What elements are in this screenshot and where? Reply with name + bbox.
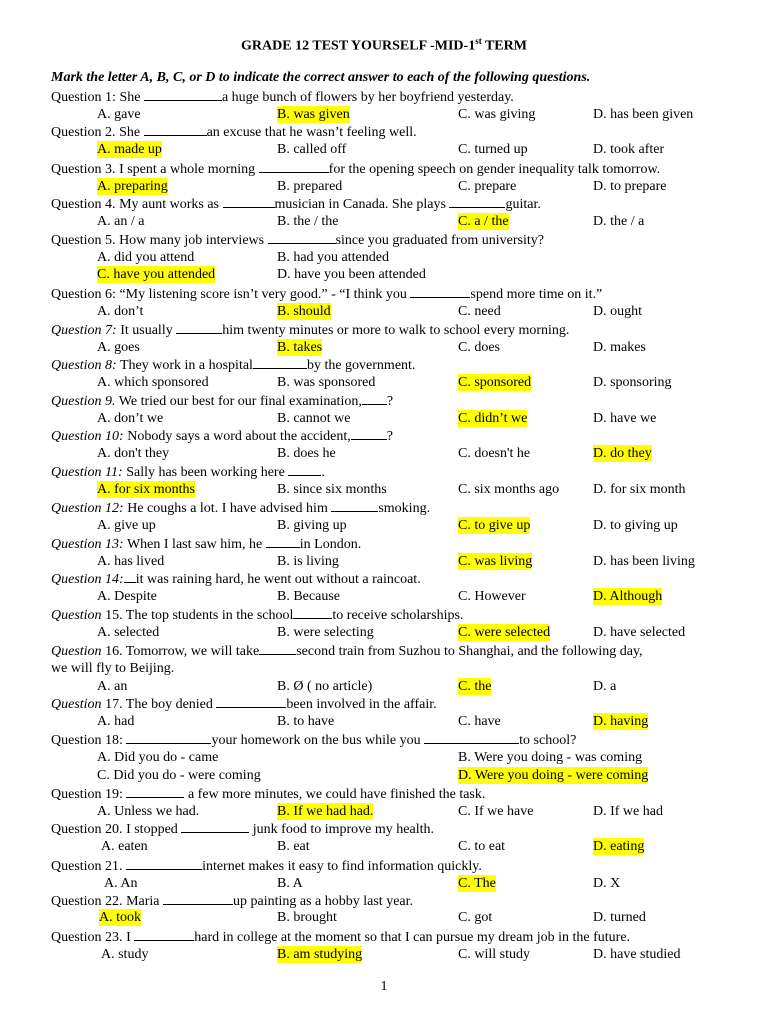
option-c-correct[interactable]: C. The bbox=[458, 876, 496, 891]
question-label: Question 22. bbox=[51, 894, 123, 909]
option-b-correct[interactable]: B. should bbox=[277, 304, 331, 319]
question-label: Question bbox=[51, 644, 102, 659]
option-c[interactable]: C. got bbox=[458, 910, 493, 925]
question-8 bbox=[51, 356, 415, 374]
question-text: I spent a whole morning bbox=[115, 162, 259, 177]
question-5 bbox=[51, 231, 544, 249]
question-label: Question bbox=[51, 608, 102, 623]
option-b[interactable]: B. Because bbox=[277, 589, 340, 604]
question-text: ? bbox=[386, 429, 393, 444]
option-b[interactable]: B. prepared bbox=[277, 179, 343, 194]
answer-blank bbox=[331, 499, 378, 512]
question-7 bbox=[51, 321, 569, 339]
question-15 bbox=[51, 606, 463, 624]
option-c[interactable]: C. doesn't he bbox=[458, 446, 531, 461]
question-4 bbox=[51, 195, 541, 213]
question-label: Question 18: bbox=[51, 733, 123, 748]
option-a-correct[interactable]: A. took bbox=[99, 910, 141, 925]
question-label: Question 14: bbox=[51, 572, 124, 587]
question-10 bbox=[51, 427, 393, 445]
option-a[interactable]: A. don’t we bbox=[97, 411, 164, 426]
option-b[interactable]: B. were selecting bbox=[277, 625, 374, 640]
question-label: Question 10: bbox=[51, 429, 124, 444]
question-22 bbox=[51, 892, 413, 910]
question-text: 16. Tomorrow, we will take bbox=[101, 644, 260, 659]
question-text: to receive scholarships. bbox=[332, 608, 464, 623]
question-text: in London. bbox=[299, 537, 362, 552]
question-label: Question 7: bbox=[51, 323, 117, 338]
option-a[interactable]: A. don't they bbox=[97, 446, 170, 461]
question-text: second train from Suzhou to Shanghai, and the following day, bbox=[296, 644, 643, 659]
option-b[interactable]: B. is living bbox=[277, 554, 339, 569]
option-d[interactable]: D. a bbox=[593, 679, 617, 694]
option-d-correct[interactable]: D. having bbox=[593, 714, 649, 729]
question-text: 15. The top students in the school bbox=[101, 608, 294, 623]
option-d-correct[interactable]: D. eating bbox=[593, 839, 645, 854]
question-label: Question 2. bbox=[51, 125, 116, 140]
option-a[interactable]: A. don’t bbox=[97, 304, 144, 319]
option-d[interactable]: D. X bbox=[593, 876, 621, 891]
option-a[interactable]: A. an / a bbox=[97, 214, 145, 229]
option-d[interactable]: D. ought bbox=[593, 304, 642, 319]
question-text: a huge bunch of flowers by her boyfriend yesterday. bbox=[221, 90, 514, 105]
option-c[interactable]: C. need bbox=[458, 304, 501, 319]
option-b-correct[interactable]: B. If we had had. bbox=[277, 804, 374, 819]
answer-blank bbox=[181, 820, 249, 833]
question-text: ? bbox=[386, 394, 394, 409]
question-label: Question 1: bbox=[51, 90, 116, 105]
option-b[interactable]: B. to have bbox=[277, 714, 335, 729]
option-c-correct[interactable]: C. have you attended bbox=[97, 267, 216, 282]
option-a[interactable]: A. Did you do - came bbox=[97, 750, 219, 765]
option-a[interactable]: A. eaten bbox=[101, 839, 148, 854]
question-text: 17. The boy denied bbox=[101, 697, 217, 712]
answer-blank bbox=[253, 356, 307, 369]
question-text: it was raining hard, he went out without a raincoat. bbox=[135, 572, 421, 587]
option-d[interactable]: D. If we had bbox=[593, 804, 663, 819]
option-a[interactable]: A. Despite bbox=[97, 589, 157, 604]
option-d[interactable]: D. sponsoring bbox=[593, 375, 672, 390]
option-c-correct[interactable]: C. were selected bbox=[458, 625, 551, 640]
question-text: It usually bbox=[116, 323, 177, 338]
question-14 bbox=[51, 570, 421, 588]
question-1 bbox=[51, 88, 514, 106]
answer-blank bbox=[268, 231, 336, 244]
title-end-text: TERM bbox=[481, 38, 527, 54]
question-11 bbox=[51, 463, 325, 481]
answer-blank bbox=[176, 321, 222, 334]
question-text: We tried our best for our final examination, bbox=[115, 394, 362, 409]
option-a[interactable]: A. did you attend bbox=[97, 250, 195, 265]
question-label: Question 13: bbox=[51, 537, 124, 552]
question-label: Question 21. bbox=[51, 859, 123, 874]
title-superscript: st bbox=[475, 36, 482, 46]
question-text: Maria bbox=[122, 894, 163, 909]
page-title bbox=[0, 36, 768, 55]
question-20 bbox=[51, 820, 434, 838]
question-text: junk food to improve my health. bbox=[249, 822, 434, 837]
option-a[interactable]: A. selected bbox=[97, 625, 160, 640]
option-a-correct[interactable]: A. made up bbox=[97, 142, 162, 157]
question-text: “My listening score isn’t very good.” - “I think you bbox=[115, 287, 411, 302]
option-a[interactable]: A. which sponsored bbox=[97, 375, 209, 390]
question-text: I bbox=[122, 930, 135, 945]
option-c[interactable]: C. Did you do - were coming bbox=[97, 768, 261, 783]
answer-blank bbox=[362, 392, 387, 405]
question-text: hard in college at the moment so that I can pursue my dream job in the future. bbox=[194, 930, 631, 945]
option-c[interactable]: C. have bbox=[458, 714, 501, 729]
question-16-continued: we will fly to Beijing. bbox=[51, 661, 175, 676]
answer-blank bbox=[449, 195, 505, 208]
option-c[interactable]: C. prepare bbox=[458, 179, 517, 194]
question-16 bbox=[51, 642, 643, 660]
option-d[interactable]: D. have selected bbox=[593, 625, 686, 640]
question-text: a few more minutes, we could have finished the task. bbox=[184, 787, 486, 802]
option-d-correct[interactable]: D. Were you doing - were coming bbox=[458, 768, 649, 783]
question-label: Question 8: bbox=[51, 358, 117, 373]
question-text: for the opening speech on gender inequality talk tomorrow. bbox=[328, 162, 661, 177]
option-b[interactable]: B. Were you doing - was coming bbox=[458, 750, 643, 765]
question-text: since you graduated from university? bbox=[335, 233, 544, 248]
option-b-correct[interactable]: B. am studying bbox=[277, 947, 363, 962]
option-c-correct[interactable]: C. sponsored bbox=[458, 375, 532, 390]
question-text: to school? bbox=[519, 733, 577, 748]
question-text: internet makes it easy to find information quickly. bbox=[202, 859, 482, 874]
option-c[interactable]: C. If we have bbox=[458, 804, 534, 819]
option-d[interactable]: D. has been given bbox=[593, 107, 694, 122]
question-23 bbox=[51, 928, 630, 946]
option-c[interactable]: C. will study bbox=[458, 947, 530, 962]
answer-blank bbox=[410, 285, 470, 298]
answer-blank bbox=[126, 785, 184, 798]
option-b[interactable]: B. called off bbox=[277, 142, 347, 157]
option-b[interactable]: B. was sponsored bbox=[277, 375, 376, 390]
option-d[interactable]: D. took after bbox=[593, 142, 665, 157]
question-label: Question 3. bbox=[51, 162, 116, 177]
question-17 bbox=[51, 695, 437, 713]
option-d[interactable]: D. makes bbox=[593, 340, 646, 355]
option-c-correct[interactable]: C. the bbox=[458, 679, 492, 694]
option-a[interactable]: A. goes bbox=[97, 340, 140, 355]
question-19 bbox=[51, 785, 485, 803]
question-12 bbox=[51, 499, 430, 517]
option-b[interactable]: B. eat bbox=[277, 839, 310, 854]
question-text: . bbox=[321, 465, 325, 480]
answer-blank bbox=[163, 892, 233, 905]
question-text: guitar. bbox=[505, 197, 541, 212]
question-text: an excuse that he wasn’t feeling well. bbox=[206, 125, 417, 140]
question-label: Question 23. bbox=[51, 930, 123, 945]
option-c[interactable]: C. However bbox=[458, 589, 526, 604]
question-text: been involved in the affair. bbox=[286, 697, 437, 712]
option-a[interactable]: A. gave bbox=[97, 107, 141, 122]
question-text: My aunt works as bbox=[115, 197, 223, 212]
option-a[interactable]: A. give up bbox=[97, 518, 156, 533]
answer-blank bbox=[124, 570, 136, 583]
question-label: Question 4. bbox=[51, 197, 116, 212]
question-text: up painting as a hobby last year. bbox=[233, 894, 414, 909]
answer-blank bbox=[126, 731, 211, 744]
option-a[interactable]: A. study bbox=[101, 947, 149, 962]
title-text: GRADE 12 TEST YOURSELF -MID-1 bbox=[241, 38, 476, 54]
option-d[interactable]: D. the / a bbox=[593, 214, 645, 229]
answer-blank bbox=[351, 427, 387, 440]
question-3 bbox=[51, 160, 660, 178]
question-text: I stopped bbox=[122, 822, 182, 837]
option-b[interactable]: B. giving up bbox=[277, 518, 347, 533]
answer-blank bbox=[144, 88, 222, 101]
question-label: Question 19: bbox=[51, 787, 123, 802]
option-c-correct[interactable]: C. to give up bbox=[458, 518, 531, 533]
answer-blank bbox=[144, 123, 207, 136]
option-a[interactable]: A. an bbox=[97, 679, 128, 694]
option-a-correct[interactable]: A. preparing bbox=[97, 179, 168, 194]
question-18 bbox=[51, 731, 576, 749]
answer-blank bbox=[126, 857, 202, 870]
question-text: She bbox=[115, 90, 144, 105]
option-c[interactable]: C. to eat bbox=[458, 839, 506, 854]
option-d[interactable]: D. has been living bbox=[593, 554, 695, 569]
question-text: musician in Canada. She plays bbox=[274, 197, 450, 212]
instructions: Mark the letter A, B, C, or D to indicate the correct answer to each of the following questions. bbox=[51, 70, 591, 85]
option-d[interactable]: D. turned bbox=[593, 910, 646, 925]
option-b-correct[interactable]: B. was given bbox=[277, 107, 350, 122]
option-a[interactable]: A. had bbox=[97, 714, 135, 729]
question-text: spend more time on it.” bbox=[470, 287, 603, 302]
option-b[interactable]: B. A bbox=[277, 876, 303, 891]
option-c[interactable]: C. was giving bbox=[458, 107, 536, 122]
option-d[interactable]: D. to prepare bbox=[593, 179, 667, 194]
option-b[interactable]: B. had you attended bbox=[277, 250, 389, 265]
option-b-correct[interactable]: B. takes bbox=[277, 340, 323, 355]
answer-blank bbox=[259, 160, 329, 173]
question-text: How many job interviews bbox=[115, 233, 268, 248]
option-c-correct[interactable]: C. a / the bbox=[458, 214, 509, 229]
question-label: Question 12: bbox=[51, 501, 124, 516]
option-c[interactable]: C. turned up bbox=[458, 142, 528, 157]
question-13 bbox=[51, 535, 361, 553]
option-d[interactable]: D. have studied bbox=[593, 947, 681, 962]
option-c[interactable]: C. does bbox=[458, 340, 500, 355]
answer-blank bbox=[134, 928, 194, 941]
option-b[interactable]: B. brought bbox=[277, 910, 337, 925]
question-text: your homework on the bus while you bbox=[211, 733, 425, 748]
question-text: by the government. bbox=[306, 358, 416, 373]
question-21 bbox=[51, 857, 482, 875]
option-d[interactable]: D. to giving up bbox=[593, 518, 678, 533]
question-label: Question bbox=[51, 697, 102, 712]
option-c-correct[interactable]: C. didn’t we bbox=[458, 411, 528, 426]
option-b[interactable]: B. the / the bbox=[277, 214, 339, 229]
answer-blank bbox=[266, 535, 300, 548]
question-text: Sally has been working here bbox=[122, 465, 289, 480]
option-d[interactable]: D. have you been attended bbox=[277, 267, 426, 282]
option-c[interactable]: C. six months ago bbox=[458, 482, 560, 497]
question-text: She bbox=[115, 125, 144, 140]
question-2 bbox=[51, 123, 417, 141]
option-d[interactable]: D. have we bbox=[593, 411, 657, 426]
question-label: Question 11: bbox=[51, 465, 123, 480]
option-b[interactable]: B. Ø ( no article) bbox=[277, 679, 373, 694]
page-number: 1 bbox=[380, 979, 388, 994]
answer-blank bbox=[424, 731, 519, 744]
question-6 bbox=[51, 285, 602, 303]
question-text: He coughs a lot. I have advised him bbox=[123, 501, 332, 516]
question-label: Question 5. bbox=[51, 233, 116, 248]
option-c-correct[interactable]: C. was living bbox=[458, 554, 533, 569]
option-d-correct[interactable]: D. Although bbox=[593, 589, 663, 604]
option-a[interactable]: A. An bbox=[104, 876, 138, 891]
option-d[interactable]: D. for six month bbox=[593, 482, 686, 497]
option-b[interactable]: B. cannot we bbox=[277, 411, 351, 426]
answer-blank bbox=[216, 695, 286, 708]
option-d-correct[interactable]: D. do they bbox=[593, 446, 652, 461]
question-text: him twenty minutes or more to walk to school every morning. bbox=[222, 323, 570, 338]
question-text: Nobody says a word about the accident, bbox=[123, 429, 351, 444]
answer-blank bbox=[288, 463, 321, 476]
question-label: Question 6: bbox=[51, 287, 116, 302]
question-text: They work in a hospital bbox=[116, 358, 253, 373]
option-a[interactable]: A. Unless we had. bbox=[97, 804, 200, 819]
option-a[interactable]: A. has lived bbox=[97, 554, 165, 569]
question-label: Question 20. bbox=[51, 822, 123, 837]
question-9 bbox=[51, 392, 393, 410]
question-text: When I last saw him, he bbox=[123, 537, 266, 552]
option-b[interactable]: B. since six months bbox=[277, 482, 387, 497]
option-a-correct[interactable]: A. for six months bbox=[97, 482, 195, 497]
answer-blank bbox=[259, 642, 296, 655]
answer-blank bbox=[293, 606, 332, 619]
question-text: smoking. bbox=[378, 501, 431, 516]
question-label: Question 9. bbox=[51, 394, 116, 409]
answer-blank bbox=[223, 195, 275, 208]
option-b[interactable]: B. does he bbox=[277, 446, 336, 461]
